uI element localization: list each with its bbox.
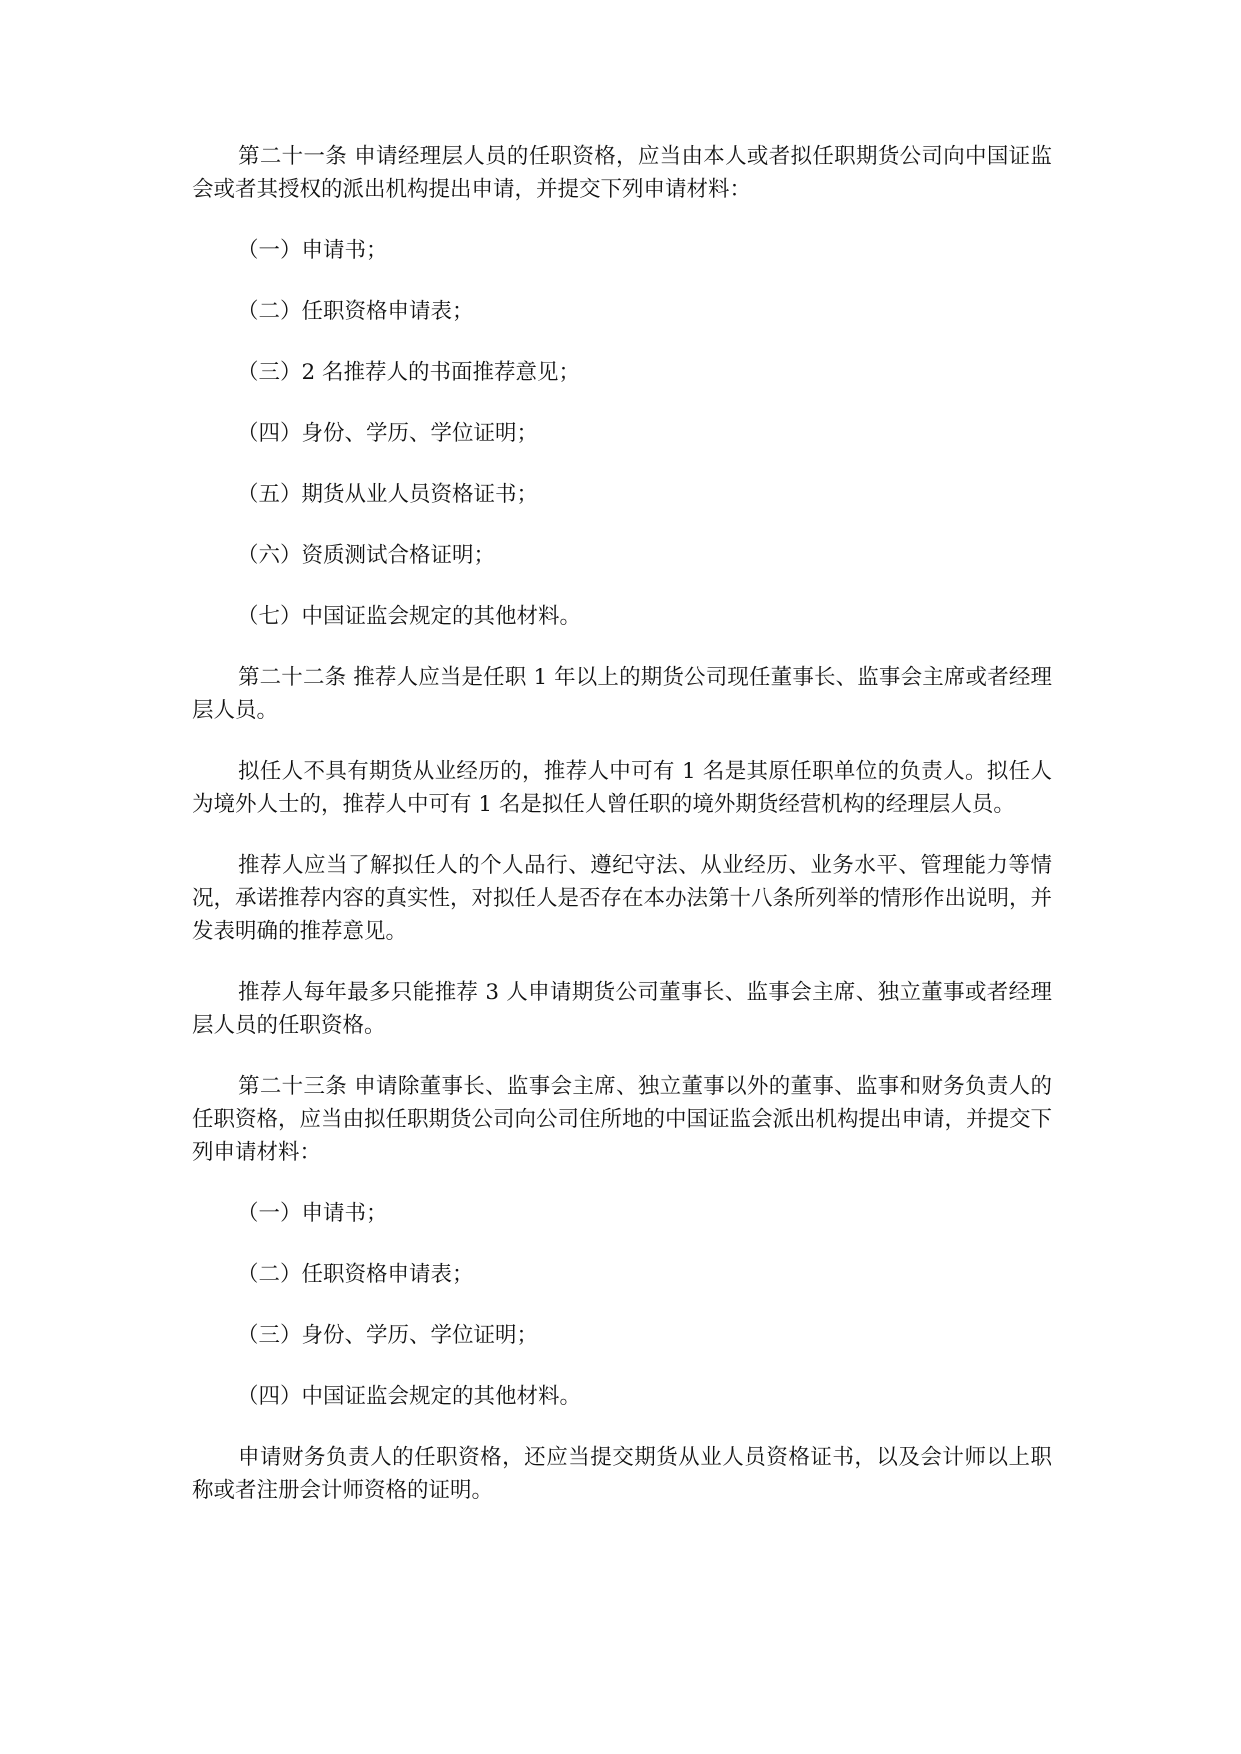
article-23-item-3: （三）身份、学历、学位证明； bbox=[237, 1323, 539, 1348]
article-22-paragraph-2: 拟任人不具有期货从业经历的，推荐人中可有 1 名是其原任职单位的负责人。拟任人为境外人士的，推荐人中可有 1 名是拟任人曾任职的境外期货经营机构的经理层人员。 bbox=[192, 759, 1052, 817]
article-21-item-7: （七）中国证监会规定的其他材料。 bbox=[237, 604, 582, 629]
document-page bbox=[192, 140, 1052, 1507]
article-22-paragraph-4: 推荐人每年最多只能推荐 3 人申请期货公司董事长、监事会主席、独立董事或者经理层人员的任职资格。 bbox=[192, 980, 1052, 1038]
article-23-item-2: （二）任职资格申请表； bbox=[237, 1262, 474, 1287]
article-23-item-4: （四）中国证监会规定的其他材料。 bbox=[237, 1384, 582, 1409]
article-22-paragraph-3: 推荐人应当了解拟任人的个人品行、遵纪守法、从业经历、业务水平、管理能力等情况，承诺推荐内容的真实性，对拟任人是否存在本办法第十八条所列举的情形作出说明，并发表明确的推荐意见。 bbox=[192, 853, 1053, 944]
article-21-item-1: （一）申请书； bbox=[237, 238, 388, 263]
article-23-paragraph: 第二十三条 申请除董事长、监事会主席、独立董事以外的董事、监事和财务负责人的任职资格，应当由拟任职期货公司向公司住所地的中国证监会派出机构提出申请，并提交下列申请材料： bbox=[192, 1074, 1053, 1165]
article-21-paragraph: 第二十一条 申请经理层人员的任职资格，应当由本人或者拟任职期货公司向中国证监会或者其授权的派出机构提出申请，并提交下列申请材料： bbox=[192, 144, 1052, 202]
article-23-item-1: （一）申请书； bbox=[237, 1201, 388, 1226]
article-21-item-6: （六）资质测试合格证明； bbox=[237, 543, 496, 568]
article-21-item-4: （四）身份、学历、学位证明； bbox=[237, 421, 539, 446]
article-22-paragraph: 第二十二条 推荐人应当是任职 1 年以上的期货公司现任董事长、监事会主席或者经理层人员。 bbox=[192, 665, 1052, 723]
article-21-item-2: （二）任职资格申请表； bbox=[237, 299, 474, 324]
article-21-item-5: （五）期货从业人员资格证书； bbox=[237, 482, 539, 507]
article-21-item-3: （三）2 名推荐人的书面推荐意见； bbox=[237, 360, 581, 385]
article-23-closing-paragraph: 申请财务负责人的任职资格，还应当提交期货从业人员资格证书，以及会计师以上职称或者注册会计师资格的证明。 bbox=[192, 1445, 1052, 1503]
